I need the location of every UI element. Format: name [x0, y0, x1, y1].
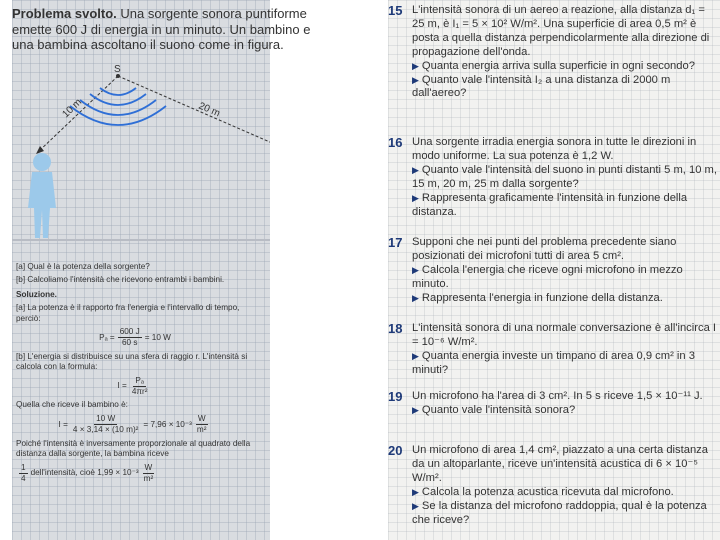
sound-source-figure: [12, 60, 270, 260]
problem-question: [412, 60, 718, 74]
problem-number: 20: [388, 443, 403, 458]
distance-label-left: 10 m: [60, 96, 85, 121]
problem-text: Un microfono di area 1,4 cm², piazzato a una certa distanza da un altoparlante, riceve un'intensità acustica di 6 × 10⁻⁵ W/m².: [412, 444, 708, 484]
problem-15: [388, 4, 718, 101]
sound-waves: [70, 88, 166, 125]
problem-number: 15: [388, 3, 403, 18]
conclusion-text: Poiché l'intensità è inversamente proporzionale al quadrato della distanza dalla sorgente, la bambina riceve: [16, 438, 251, 459]
triangle-bullet-icon: ▶: [412, 60, 419, 71]
eq-b-den: 4πr²: [131, 387, 148, 397]
triangle-bullet-icon: ▶: [412, 164, 419, 175]
triangle-bullet-icon: ▶: [412, 404, 419, 415]
question-text: Calcola l'energia che riceve ogni microfono in mezzo minuto.: [412, 263, 683, 290]
equation-intensity-formula: [16, 376, 254, 398]
equation-power: [16, 327, 254, 349]
problem-question: [412, 192, 718, 220]
triangle-bullet-icon: ▶: [412, 350, 419, 361]
problem-18: [388, 322, 718, 378]
problem-question: [412, 164, 718, 192]
eq-a-lhs: Pₐ =: [99, 332, 115, 342]
equation-boy-intensity: [16, 414, 254, 436]
problem-number: 16: [388, 135, 403, 150]
part-b-text: [b] L'energia si distribuisce su una sfera di raggio r. L'intensità si calcola con la formula:: [16, 351, 248, 372]
problem-16: [388, 136, 718, 219]
problem-question: [412, 264, 718, 292]
question-text: Quanta energia arriva sulla superficie in ogni secondo?: [421, 59, 695, 72]
problem-question: [412, 350, 718, 378]
solved-problem-text: Una sorgente sonora puntiforme emette 600 J di energia in un minuto. Un bambino e una bambina ascoltano il suono come in figura.: [12, 6, 311, 52]
source-label: S: [114, 64, 121, 75]
question-text: Quanta energia investe un timpano di area 0,9 cm² in 3 minuti?: [412, 349, 695, 376]
eq-c-den: 4 × 3,14 × (10 m)²: [72, 425, 139, 435]
problem-number: 18: [388, 321, 403, 336]
wave-1: [100, 88, 136, 95]
part-a-text: [a] La potenza è il rapporto fra l'energia e l'intervallo di tempo, perciò:: [16, 303, 240, 323]
eq-c-rhs: = 7,96 × 10⁻³: [143, 419, 192, 429]
eq-c-unit-num: W: [196, 414, 208, 425]
solved-problem-statement: [12, 6, 332, 53]
triangle-bullet-icon: ▶: [412, 192, 419, 203]
eq-d-rhs: dell'intensità, cioè 1,99 × 10⁻³: [30, 468, 139, 478]
distance-label-right: 20 m: [196, 100, 222, 120]
solution-heading: Soluzione.: [16, 289, 57, 299]
eq-d-fraction: [19, 463, 28, 485]
problem-20: [388, 444, 718, 527]
eq-c-lhs: I =: [58, 419, 68, 429]
eq-d-unit-den: m²: [143, 473, 154, 483]
eq-d-den: 4: [21, 473, 26, 483]
problem-text: L'intensità sonora di una normale conversazione è all'incirca I = 10⁻⁶ W/m².: [412, 322, 717, 348]
problem-number: 19: [388, 389, 403, 404]
triangle-bullet-icon: ▶: [412, 292, 419, 303]
equation-girl-intensity: [16, 463, 254, 485]
eq-c-unit: [195, 414, 209, 436]
question-text: Calcola la potenza acustica ricevuta dal microfono.: [421, 485, 674, 498]
problem-19: [388, 390, 718, 418]
question-text: Rappresenta l'energia in funzione della distanza.: [421, 291, 663, 304]
problem-text: L'intensità sonora di un aereo a reazione, alla distanza d₁ = 25 m, è I₁ = 5 × 10² W/m². Una superficie di area 0,5 m² è posta a quella distanza perpendicolarmente alla direzione di propagazione dell'onda.: [412, 4, 710, 58]
question-a: [a] Qual è la potenza della sorgente?: [16, 262, 150, 271]
eq-c-num: 10 W: [94, 414, 117, 425]
question-text: Quanto vale l'intensità sonora?: [421, 403, 576, 416]
triangle-bullet-icon: ▶: [412, 74, 419, 85]
eq-a-fraction: [118, 327, 142, 349]
problem-question: [412, 292, 718, 306]
eq-b-lhs: I =: [117, 381, 127, 391]
question-text: Quanto vale l'intensità del suono in punti distanti 5 m, 10 m, 15 m, 20 m, 25 m dalla sorgente?: [412, 163, 717, 190]
problem-17: [388, 236, 718, 306]
problem-text: Supponi che nei punti del problema precedente siano posizionati dei microfoni tutti di area 5 cm².: [412, 236, 677, 262]
problem-question: [412, 486, 718, 500]
eq-d-unit-num: W: [143, 463, 155, 474]
wave-3: [80, 100, 156, 115]
eq-a-rhs: = 10 W: [144, 332, 171, 342]
question-b: [b] Calcoliamo l'intensità che ricevono entrambi i bambini.: [16, 275, 225, 285]
eq-a-num: 600 J: [118, 327, 142, 338]
question-text: Se la distanza del microfono raddoppia, qual è la potenza che riceve?: [412, 499, 707, 526]
solution-block: [16, 262, 254, 487]
problem-question: [412, 404, 718, 418]
eq-b-num: Pₐ: [133, 376, 146, 387]
child-text: Quella che riceve il bambino è:: [16, 400, 128, 410]
triangle-bullet-icon: ▶: [412, 264, 419, 275]
arrowhead-left-icon: [36, 146, 44, 154]
eq-c-fraction: [71, 414, 141, 436]
problem-text: Un microfono ha l'area di 3 cm². In 5 s riceve 1,5 × 10⁻¹¹ J.: [412, 390, 703, 402]
question-text: Quanto vale l'intensità I₂ a una distanza di 2000 m dall'aereo?: [412, 73, 671, 100]
problem-number: 17: [388, 235, 403, 250]
problem-question: [412, 500, 718, 528]
eq-a-den: 60 s: [121, 338, 138, 348]
eq-c-unit-den: m²: [196, 425, 207, 435]
question-text: Rappresenta graficamente l'intensità in funzione della distanza.: [412, 191, 688, 218]
distance-line-right: [118, 76, 270, 156]
solved-problem-title: Problema svolto.: [12, 6, 117, 21]
triangle-bullet-icon: ▶: [412, 486, 419, 497]
problem-question: [412, 74, 718, 102]
eq-d-num: 1: [19, 463, 28, 474]
eq-b-fraction: [130, 376, 150, 398]
triangle-bullet-icon: ▶: [412, 500, 419, 511]
eq-d-unit: [142, 463, 156, 485]
problem-text: Una sorgente irradia energia sonora in tutte le direzioni in modo uniforme. La sua potenza è 1,2 W.: [412, 136, 697, 162]
boy-figure: [28, 153, 56, 238]
